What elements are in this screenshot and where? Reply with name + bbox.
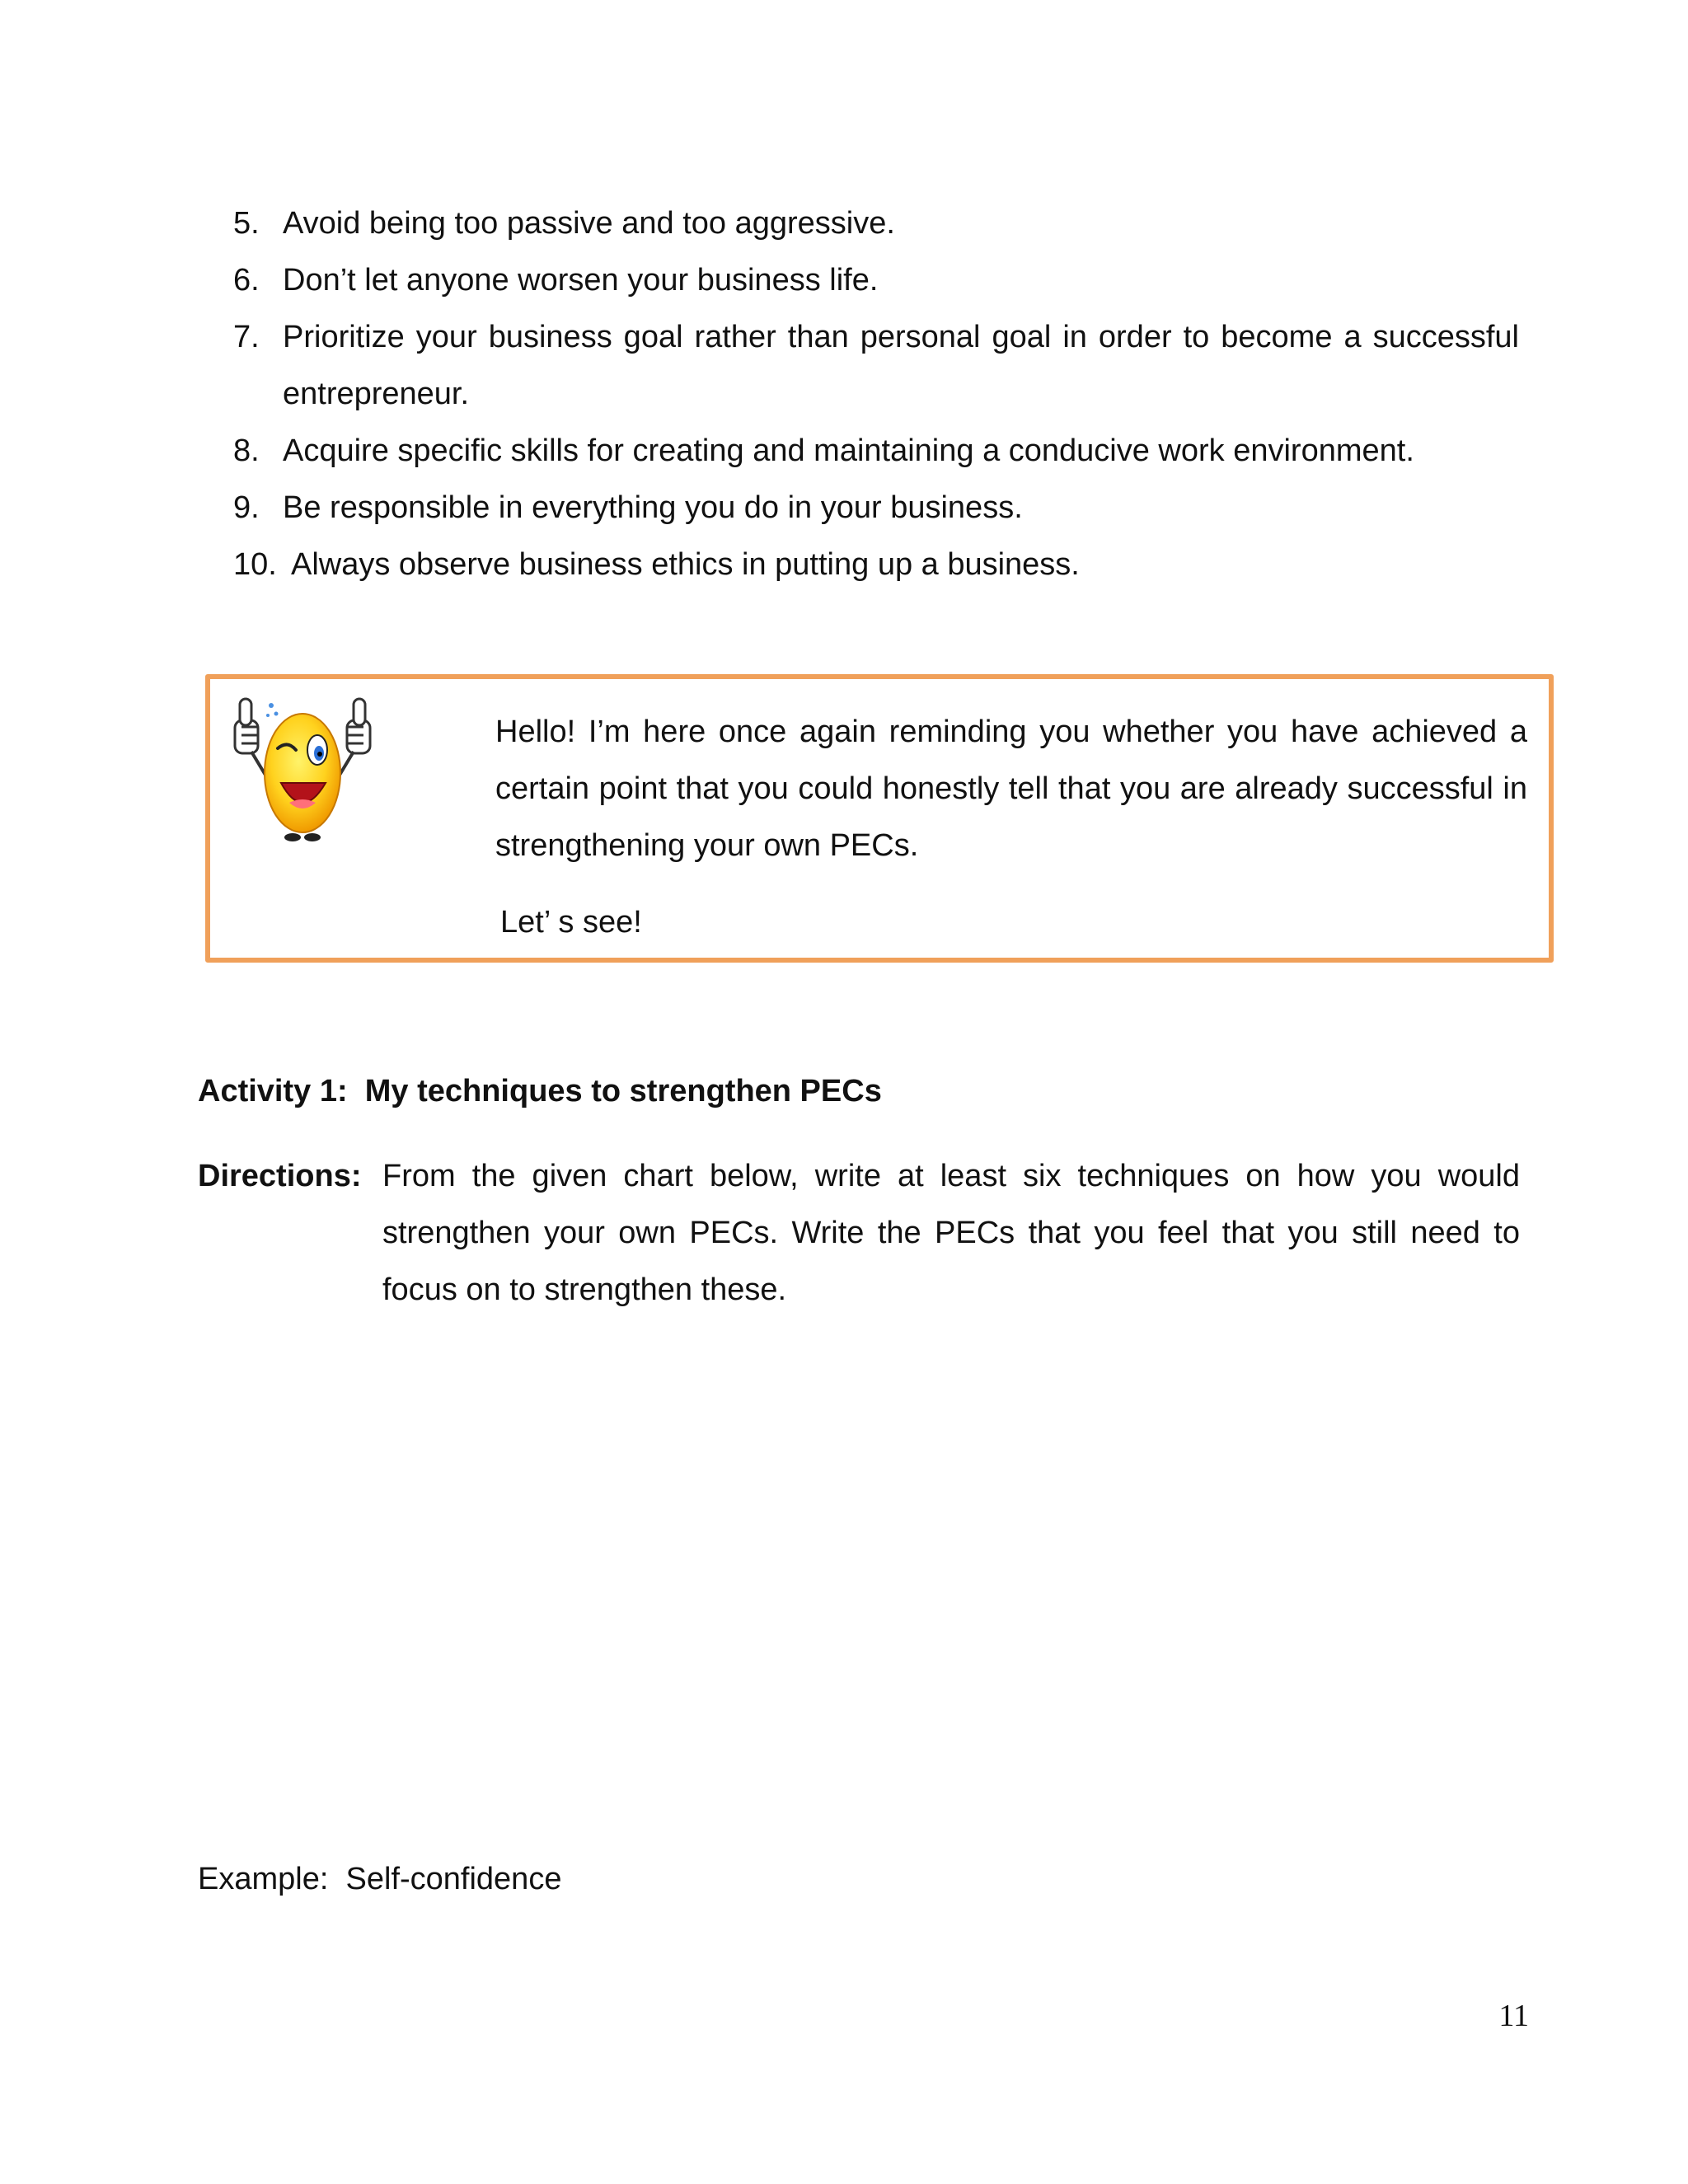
reminder-message: Hello! I’m here once again reminding you whether you have achieved a certain point that you could honestly tell that you are already successful in strengthening your own PECs. — [495, 715, 1527, 863]
list-item-text: Avoid being too passive and too aggressive. — [283, 206, 895, 241]
list-item-text: Prioritize your business goal rather than personal goal in order to become a successful entrepreneur. — [283, 320, 1519, 411]
list-item-number: 6. — [233, 263, 260, 298]
list-item-number: 10. — [233, 547, 277, 582]
list-item-text: Don’t let anyone worsen your business life. — [283, 263, 879, 298]
directions — [198, 1148, 1520, 1319]
list-item-number: 5. — [233, 206, 260, 241]
list-item-number: 7. — [233, 320, 260, 354]
reminder-cta: Let’ s see! — [500, 905, 642, 940]
example-text: Example: Self-confidence — [198, 1862, 562, 1896]
list-item — [233, 480, 1519, 537]
list-item — [233, 423, 1519, 480]
page-number: 11 — [1498, 1999, 1529, 2033]
activity-title: Activity 1: My techniques to strengthen PECs — [198, 1074, 882, 1108]
list-item — [233, 309, 1519, 423]
list-item-text: Be responsible in everything you do in your business. — [283, 490, 1023, 525]
directions-label: Directions: — [198, 1159, 362, 1193]
list-item-number: 9. — [233, 490, 260, 525]
list-item-text: Acquire specific skills for creating and maintaining a conducive work environment. — [283, 434, 1414, 468]
winking-smiley-thumbs-up-icon — [223, 691, 380, 855]
tips-list — [233, 195, 1519, 593]
list-item — [233, 537, 1519, 593]
directions-text: From the given chart below, write at least six techniques on how you would strengthen your own PECs. Write the PECs that you feel that you still need to focus on to strengthen these. — [382, 1159, 1520, 1307]
list-item-text: Always observe business ethics in putting up a business. — [291, 547, 1080, 582]
reminder-box — [205, 674, 1554, 963]
list-item-number: 8. — [233, 434, 260, 468]
list-item — [233, 252, 1519, 309]
list-item — [233, 195, 1519, 252]
